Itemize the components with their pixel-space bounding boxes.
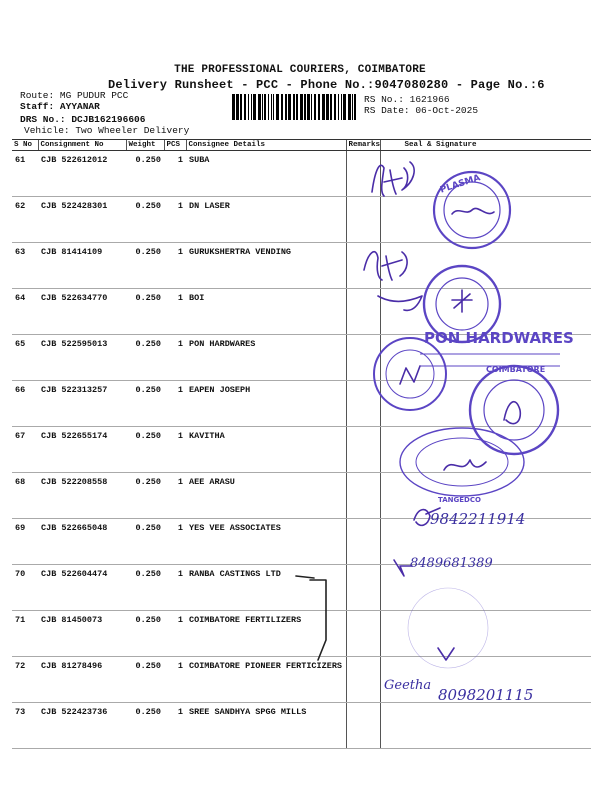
handwritten-phone-69: 9842211914 [430, 510, 526, 528]
row-pcs: 1 [164, 289, 186, 335]
barcode-bar [341, 94, 342, 120]
rs-date-label: RS Date: [364, 105, 410, 116]
row-sno: 72 [12, 657, 38, 703]
row-remarks [346, 611, 380, 657]
row-sno: 63 [12, 243, 38, 289]
row-consignee: BOI [186, 289, 346, 335]
row-remarks [346, 335, 380, 381]
table-row [12, 611, 591, 657]
drs-label: DRS No.: [20, 114, 66, 125]
barcode-bar [288, 94, 291, 120]
barcode-bar [253, 94, 256, 120]
row-weight: 0.250 [126, 657, 164, 703]
row-consignment-no: CJB 522428301 [38, 197, 126, 243]
row-seal-signature [380, 427, 591, 473]
row-weight: 0.250 [126, 151, 164, 197]
row-remarks [346, 243, 380, 289]
row-consignment-no: CJB 522595013 [38, 335, 126, 381]
delivery-table [12, 139, 591, 749]
rs-number-label: RS No.: [364, 94, 404, 105]
barcode-bar [268, 94, 269, 120]
route-label: Route: [20, 90, 55, 101]
row-pcs: 1 [164, 381, 186, 427]
row-sno: 71 [12, 611, 38, 657]
tangedco-text: TANGEDCO [438, 496, 481, 504]
table-row [12, 243, 591, 289]
row-weight: 0.250 [126, 565, 164, 611]
row-pcs: 1 [164, 611, 186, 657]
col-header-consignee: Consignee Details [186, 140, 346, 151]
barcode-bar [311, 94, 312, 120]
row-consignee: SUBA [186, 151, 346, 197]
row-consignment-no: CJB 522313257 [38, 381, 126, 427]
barcode-bar [296, 94, 298, 120]
row-remarks [346, 151, 380, 197]
barcode-bar [248, 94, 249, 120]
handwritten-phone-73: 8098201115 [438, 686, 534, 704]
row-weight: 0.250 [126, 335, 164, 381]
row-weight: 0.250 [126, 243, 164, 289]
barcode-bar [273, 94, 274, 120]
col-header-weight: Weight [126, 140, 164, 151]
row-seal-signature [380, 565, 591, 611]
vehicle-line [24, 125, 189, 136]
barcode-bar [314, 94, 316, 120]
table-header-row [12, 140, 591, 151]
barcode [232, 94, 360, 120]
row-remarks [346, 657, 380, 703]
row-consignment-no: CJB 522634770 [38, 289, 126, 335]
row-remarks [346, 473, 380, 519]
row-sno: 62 [12, 197, 38, 243]
row-consignment-no: CJB 522423736 [38, 703, 126, 749]
route-value: MG PUDUR PCC [59, 90, 129, 101]
barcode-bar [322, 94, 325, 120]
row-seal-signature [380, 335, 591, 381]
row-seal-signature [380, 197, 591, 243]
row-pcs: 1 [164, 703, 186, 749]
barcode-bar [338, 94, 339, 120]
barcode-bar [334, 94, 336, 120]
row-weight: 0.250 [126, 473, 164, 519]
barcode-bar [304, 94, 306, 120]
table-row [12, 565, 591, 611]
row-pcs: 1 [164, 473, 186, 519]
row-seal-signature [380, 151, 591, 197]
drs-line [20, 114, 145, 125]
barcode-bar [240, 94, 242, 120]
row-consignee: EAPEN JOSEPH [186, 381, 346, 427]
row-remarks [346, 381, 380, 427]
coimbatore-text: COIMBATORE [486, 365, 546, 374]
staff-label: Staff: [20, 101, 55, 112]
col-header-sno: S No [12, 140, 38, 151]
barcode-bar [318, 94, 320, 120]
row-pcs: 1 [164, 197, 186, 243]
row-sno: 70 [12, 565, 38, 611]
rs-number-value: 1621966 [409, 94, 450, 105]
company-title: THE PROFESSIONAL COURIERS, COIMBATORE [174, 64, 426, 76]
runsheet-subtitle: Delivery Runsheet - PCC - Phone No.:9047080280 - Page No.:6 [108, 78, 545, 92]
row-weight: 0.250 [126, 381, 164, 427]
barcode-bar [326, 94, 329, 120]
barcode-bar [258, 94, 261, 120]
row-sno: 68 [12, 473, 38, 519]
row-pcs: 1 [164, 565, 186, 611]
row-sno: 69 [12, 519, 38, 565]
row-consignment-no: CJB 81278496 [38, 657, 126, 703]
staff-line [20, 101, 100, 112]
table-row [12, 289, 591, 335]
col-header-pcs: PCS [164, 140, 186, 151]
row-seal-signature [380, 289, 591, 335]
row-pcs: 1 [164, 519, 186, 565]
row-consignee: KAVITHA [186, 427, 346, 473]
vehicle-label: Vehicle: [24, 125, 70, 136]
barcode-bar [251, 94, 252, 120]
col-header-remarks: Remarks [346, 140, 380, 151]
row-pcs: 1 [164, 151, 186, 197]
barcode-bar [262, 94, 263, 120]
row-consignee: GURUKSHERTRA VENDING [186, 243, 346, 289]
row-consignment-no: CJB 522612012 [38, 151, 126, 197]
barcode-bar [300, 94, 303, 120]
barcode-bar [232, 94, 235, 120]
row-weight: 0.250 [126, 289, 164, 335]
row-weight: 0.250 [126, 197, 164, 243]
row-pcs: 1 [164, 243, 186, 289]
table-row [12, 381, 591, 427]
row-consignee: SREE SANDHYA SPGG MILLS [186, 703, 346, 749]
row-consignee: COIMBATORE PIONEER FERTICIZERS [186, 657, 346, 703]
row-sno: 73 [12, 703, 38, 749]
barcode-bar [307, 94, 310, 120]
row-consignment-no: CJB 81414109 [38, 243, 126, 289]
barcode-bar [281, 94, 283, 120]
row-sno: 61 [12, 151, 38, 197]
table-row [12, 427, 591, 473]
row-consignee: COIMBATORE FERTILIZERS [186, 611, 346, 657]
row-consignee: RANBA CASTINGS LTD [186, 565, 346, 611]
row-sno: 65 [12, 335, 38, 381]
row-consignee: YES VEE ASSOCIATES [186, 519, 346, 565]
barcode-bar [343, 94, 346, 120]
barcode-bar [285, 94, 287, 120]
barcode-bar [330, 94, 332, 120]
handwritten-phone-71: 8489681389 [410, 556, 493, 571]
barcode-bar [348, 94, 351, 120]
vehicle-value: Two Wheeler Delivery [75, 125, 190, 136]
row-weight: 0.250 [126, 611, 164, 657]
rs-number-line [364, 94, 450, 105]
barcode-bar [244, 94, 246, 120]
drs-value: DCJB162196606 [71, 114, 146, 125]
row-sno: 64 [12, 289, 38, 335]
row-remarks [346, 519, 380, 565]
row-consignee: AEE ARASU [186, 473, 346, 519]
barcode-bar [293, 94, 295, 120]
table-row [12, 151, 591, 197]
table-row [12, 703, 591, 749]
barcode-bar [236, 94, 239, 120]
col-header-seal: Seal & Signature [380, 140, 591, 151]
row-remarks [346, 703, 380, 749]
row-sno: 67 [12, 427, 38, 473]
handwritten-name-73: Geetha [384, 678, 432, 693]
row-remarks [346, 197, 380, 243]
rs-date-value: 06-Oct-2025 [415, 105, 479, 116]
row-weight: 0.250 [126, 427, 164, 473]
route-line [20, 90, 128, 101]
row-consignment-no: CJB 522665048 [38, 519, 126, 565]
row-seal-signature [380, 243, 591, 289]
row-pcs: 1 [164, 657, 186, 703]
barcode-bar [352, 94, 353, 120]
row-sno: 66 [12, 381, 38, 427]
row-seal-signature [380, 381, 591, 427]
row-consignment-no: CJB 81450073 [38, 611, 126, 657]
staff-value: AYYANAR [59, 101, 100, 112]
col-header-consignment: Consignment No [38, 140, 126, 151]
row-weight: 0.250 [126, 519, 164, 565]
row-seal-signature [380, 611, 591, 657]
row-seal-signature [380, 703, 591, 749]
row-consignment-no: CJB 522604474 [38, 565, 126, 611]
row-remarks [346, 427, 380, 473]
row-consignee: DN LASER [186, 197, 346, 243]
barcode-bar [271, 94, 272, 120]
barcode-bar [354, 94, 356, 120]
row-consignee: PON HARDWARES [186, 335, 346, 381]
plasma-stamp-text: PLASMA [438, 173, 482, 196]
table-row [12, 335, 591, 381]
row-consignment-no: CJB 522208558 [38, 473, 126, 519]
barcode-bar [276, 94, 279, 120]
row-remarks [346, 565, 380, 611]
row-weight: 0.250 [126, 703, 164, 749]
row-remarks [346, 289, 380, 335]
barcode-bar [264, 94, 266, 120]
pon-hardwares-text: PON HARDWARES [424, 329, 574, 347]
row-pcs: 1 [164, 427, 186, 473]
table-row [12, 197, 591, 243]
rs-date-line [364, 105, 478, 116]
row-consignment-no: CJB 522655174 [38, 427, 126, 473]
row-pcs: 1 [164, 335, 186, 381]
